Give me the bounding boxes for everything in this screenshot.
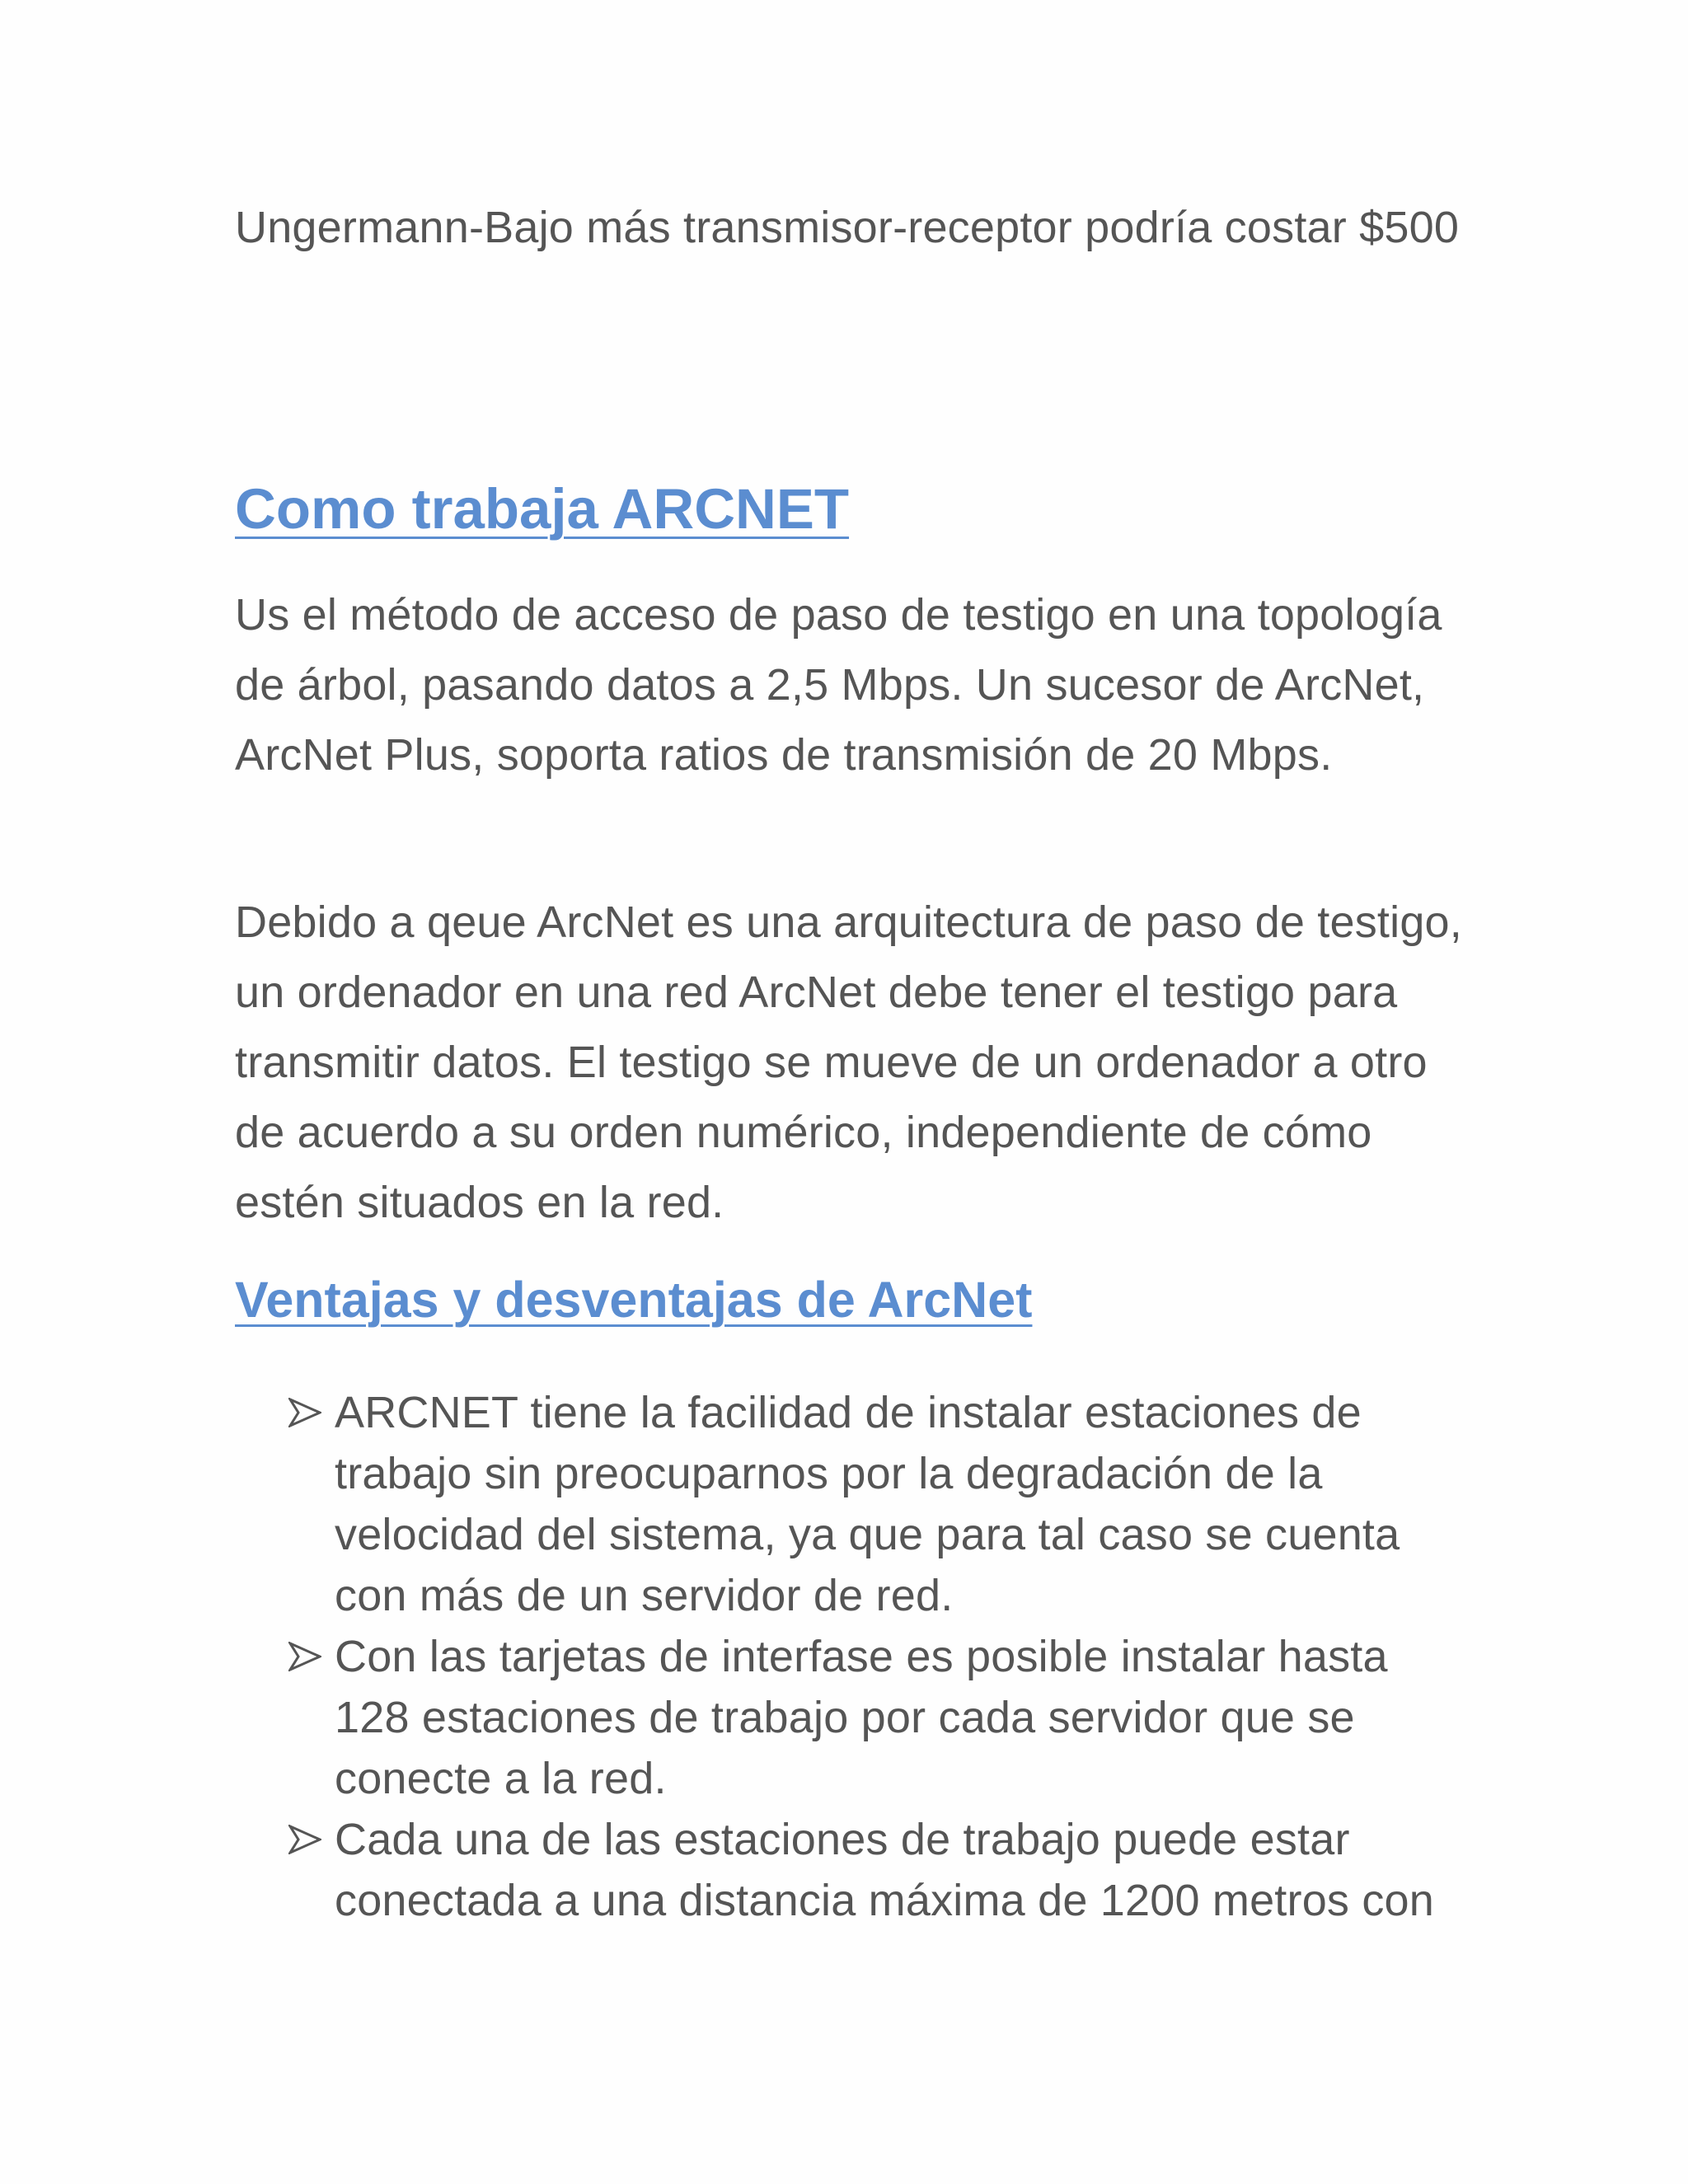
body-paragraph-2: Debido a qeue ArcNet es una arquitectura de paso de testigo, un ordenador en una red ArcNet debe tener el testigo para transmitir datos. El testigo se mueve de un ordenador a otro de acuerdo a su orden numérico, independiente de cómo estén situados en la red. <box>235 898 1462 1227</box>
list-item-text: Con las tarjetas de interfase es posible instalar hasta 128 estaciones de trabajo por cada servidor que se conecte a la red. <box>335 1632 1388 1803</box>
list-item <box>235 1382 1471 1626</box>
list-item-text: ARCNET tiene la facilidad de instalar estaciones de trabajo sin preocuparnos por la degradación de la velocidad del sistema, ya que para tal caso se cuenta con más de un servidor de red. <box>335 1388 1400 1620</box>
list-item <box>235 1626 1471 1809</box>
body-paragraph-1: Us el método de acceso de paso de testigo en una topología de árbol, pasando datos a 2,5 Mbps. Un sucesor de ArcNet, ArcNet Plus, soporta ratios de transmisión de 20 Mbps. <box>235 590 1442 780</box>
list-item-text: Cada una de las estaciones de trabajo puede estar conectada a una distancia máxima de 1200 metros con <box>335 1815 1434 1925</box>
list-item <box>235 1809 1471 1931</box>
arrowhead-bullet-icon <box>284 1382 326 1443</box>
section-heading-como-trabaja: Como trabaja ARCNET <box>235 477 850 541</box>
intro-paragraph: Ungermann-Bajo más transmisor-receptor podría costar $500 <box>235 203 1460 252</box>
arrowhead-bullet-icon <box>284 1809 326 1870</box>
advantages-list <box>235 1382 1471 1931</box>
arrowhead-bullet-icon <box>284 1626 326 1687</box>
section-heading-ventajas: Ventajas y desventajas de ArcNet <box>235 1272 1033 1328</box>
